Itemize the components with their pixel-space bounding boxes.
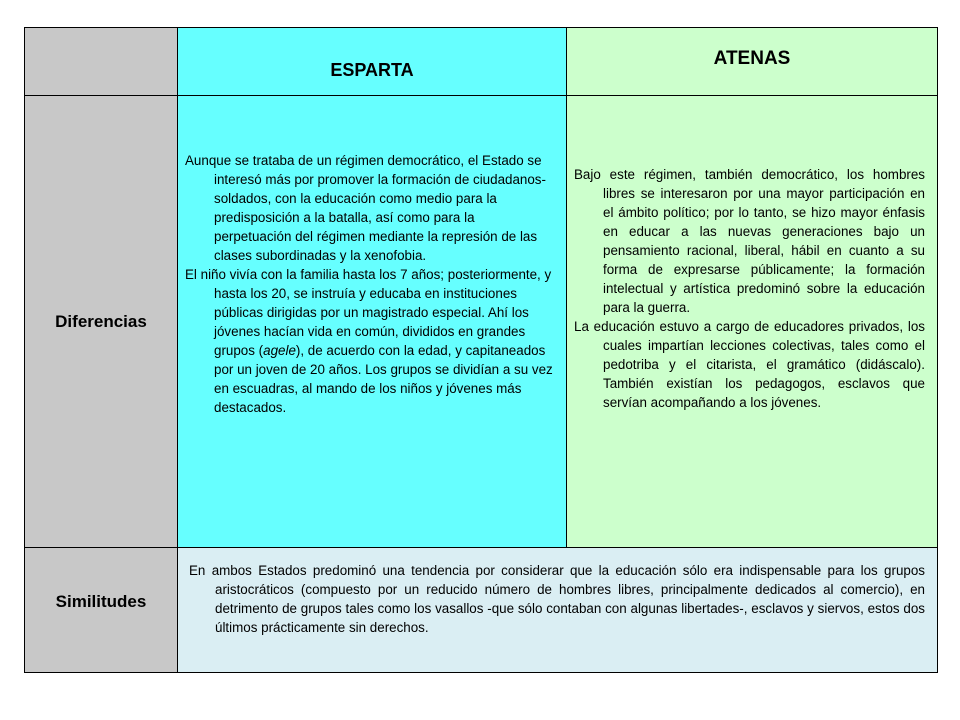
esparta-paragraph-2 (178, 265, 554, 417)
similitudes-row (25, 548, 938, 673)
atenas-paragraph-2: La educación estuvo a cargo de educadores privados, los cuales impartían lecciones colectivas, tales como el pedotriba y el citarista, el gramático (didáscalo). También existían los pedagogos, esclavos que servían acompañando a los jóvenes. (574, 319, 925, 410)
atenas-paragraph-1: Bajo este régimen, también democrático, los hombres libres se interesaron por una mayor participación en el ámbito político; por lo tanto, se hizo mayor énfasis en educar a las nuevas generaciones bajo un pensamiento racional, liberal, hábil en cuanto a su forma de expresarse públicamente; la formación intelectual y artística predominó sobre la educación para la guerra. (574, 167, 925, 315)
esparta-header: ESPARTA (330, 60, 414, 80)
esparta-paragraph-2-start: El niño vivía con la familia hasta los 7 años; posteriormente, y hasta los 20, se instruía y educaba en instituciones públicas dirigidas por un magistrado especial. Ahí los jóvenes hacían vida en común, divididos en grandes grupos ( (185, 267, 552, 358)
esparta-paragraph-2-end: ), de acuerdo con la edad, y capitaneados por un joven de 20 años. Los grupos se dividían a su vez en escuadras, al mando de los niños y jóvenes más destacados. (214, 343, 553, 415)
diferencias-row (25, 96, 938, 548)
similitudes-label-cell (25, 548, 178, 673)
esparta-header-cell (178, 28, 567, 96)
header-row (25, 28, 938, 96)
esparta-paragraph-1: Aunque se trataba de un régimen democrático, el Estado se interesó más por promover la formación de ciudadanos-soldados, con la educación como medio para la predisposición a la batalla, así como para la perpetuación del régimen mediante la represión de las clases subordinadas y la xenofobia. (185, 153, 546, 263)
diferencias-label-cell (25, 96, 178, 548)
atenas-header-cell (567, 28, 938, 96)
similitudes-cell (178, 548, 938, 673)
agele-term: agele (263, 343, 296, 358)
similitudes-label: Similitudes (55, 592, 147, 611)
esparta-diferencias-cell (178, 96, 567, 548)
atenas-header: ATENAS (713, 47, 791, 69)
comparison-table (24, 27, 938, 673)
atenas-diferencias-cell (567, 96, 938, 548)
corner-cell (25, 28, 178, 96)
diferencias-label: Diferencias (55, 311, 147, 331)
similitudes-paragraph: En ambos Estados predominó una tendencia por considerar que la educación sólo era indispensable para los grupos aristocráticos (compuesto por un reducido número de hombres libres, principalmente dedicados al comercio), en detrimento de grupos tales como los vasallos -que sólo contaban con algunas libertades-, esclavos y siervos, estos dos últimos prácticamente sin derechos. (189, 563, 925, 635)
